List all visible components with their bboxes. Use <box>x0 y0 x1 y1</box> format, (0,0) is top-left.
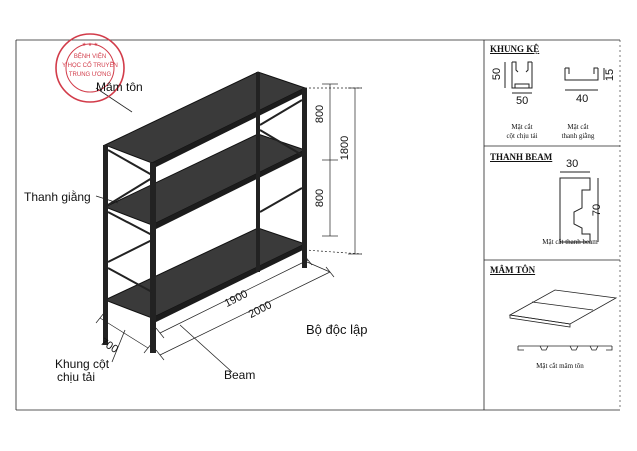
section-title-mam-ton: MÂM TÔN <box>490 265 536 275</box>
caption-brace-section-line1: Mặt cắt <box>567 123 589 131</box>
stamp-line-2: Y HỌC CỔ TRUYỀN <box>62 63 118 69</box>
label-beam: Beam <box>224 368 256 382</box>
dim-brace-height: 15 <box>604 68 617 82</box>
brace-profile-shape <box>565 68 604 90</box>
caption-column-section-line2: cột chịu tải <box>506 132 538 140</box>
label-khung-cot-line1: Khung cột <box>55 357 110 371</box>
column-profile-shape <box>505 62 532 93</box>
dim-total-1800: 1800 <box>339 135 352 161</box>
section-title-khung-ke: KHUNG KỆ <box>490 44 540 54</box>
label-khung-cot-line2: chịu tải <box>57 370 96 384</box>
label-bo-doc-lap: Bộ độc lập <box>306 322 368 337</box>
caption-column-section <box>500 123 544 141</box>
dim-upper-800: 800 <box>314 104 327 124</box>
deck-panel-shape <box>510 290 616 350</box>
dim-beam-height: 70 <box>591 203 604 217</box>
label-mam-ton: Mâm tôn <box>96 80 143 94</box>
dim-brace-width: 40 <box>576 93 589 105</box>
caption-brace-section <box>556 123 600 141</box>
dim-lower-800: 800 <box>314 188 327 208</box>
caption-brace-section-line2: thanh giằng <box>561 132 595 140</box>
dim-column-height: 50 <box>491 67 504 81</box>
svg-text:★ ★ ★: ★ ★ ★ <box>81 42 99 48</box>
section-title-thanh-beam: THANH BEAM <box>490 152 553 162</box>
dim-beam-width: 30 <box>566 158 579 170</box>
stamp-line-3: TRUNG ƯƠNG <box>68 72 112 78</box>
dim-column-width: 50 <box>516 95 529 107</box>
caption-deck-section: Mặt cắt mâm tôn <box>536 362 584 370</box>
label-thanh-giang: Thanh giằng <box>24 190 91 204</box>
caption-beam-section: Mặt cắt thanh beam <box>542 238 598 246</box>
caption-column-section-line1: Mặt cắt <box>511 123 533 131</box>
dim-length-2000: 2000 <box>246 299 274 321</box>
dim-depth-700: 700 <box>98 336 121 356</box>
dim-length-1900: 1900 <box>222 288 250 310</box>
stamp-line-1: BỆNH VIỆN <box>73 54 107 60</box>
